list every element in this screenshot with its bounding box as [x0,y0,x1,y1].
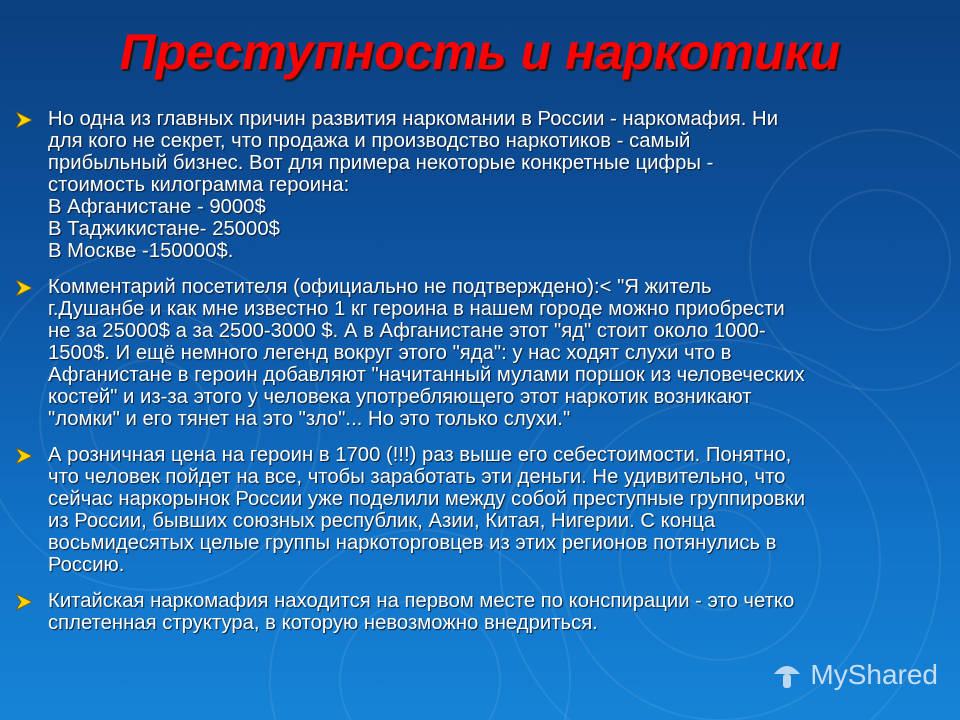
list-item [14,108,950,262]
arrow-bullet-icon [14,278,34,298]
bullet-text: Но одна из главных причин развития наркомании в России - наркомафия. Ни для кого не секрет, что продажа и производство наркотиков - самый прибыльный бизнес. Вот для примера некоторые конкретные цифры - стоимость килограмма героина: В Афганистане - 9000$ В Таджикистане- 25000$ В Москве -150000$. [48,108,779,262]
list-item [14,444,950,576]
slide-title: Преступность и наркотики [119,24,841,80]
watermark-text: MyShared [810,659,938,690]
bullet-text: А розничная цена на героин в 1700 (!!!) раз выше его себестоимости. Понятно, что человек пойдет на все, чтобы заработать эти деньги. Не удивительно, что сейчас наркорынок России уже поделили между собой преступные группировки из России, бывших союзных республик, Азии, Китая, Нигерии. С конца восьмидесятых целые группы наркоторговцев из этих регионов потянулись в Россию. [48,444,806,576]
arrow-bullet-icon [14,446,34,466]
bullet-list [14,108,950,648]
list-item [14,276,950,430]
bullet-text: Комментарий посетителя (официально не подтверждено):< "Я житель г.Душанбе и как мне известно 1 кг героина в нашем городе можно приобрести не за 25000$ а за 2500-3000 $. А в Афганистане этот "яд" стоит около 1000- 1500$. И ещё немного легенд вокруг этого "яда": у нас ходят слухи что в Афганистане в героин добавляют "начитанный мулами поршок из человеческих костей" и из-за этого у человека употребляющего этот наркотик возникают "ломки" и его тянет на это "зло"... Но это только слухи." [48,276,805,430]
watermark-logo [770,658,938,692]
list-item [14,590,950,634]
mushroom-logo-icon [770,658,804,692]
arrow-bullet-icon [14,110,34,130]
arrow-bullet-icon [14,592,34,612]
bullet-text: Китайская наркомафия находится на первом месте по конспирации - это четко сплетенная структура, в которую невозможно внедриться. [48,590,795,634]
